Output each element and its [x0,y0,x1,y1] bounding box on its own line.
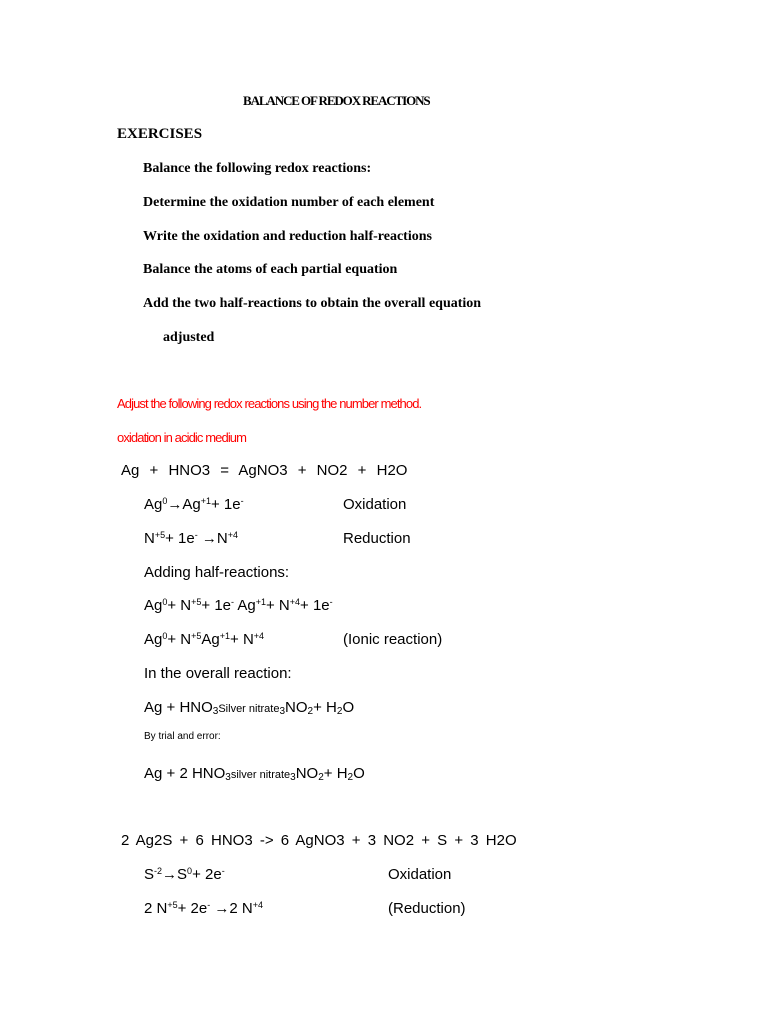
bullet-continuation: adjusted [163,330,215,345]
reaction2-reduction-half: 2 $N^{+5}+ 2e^- \to 2$ $N^{+4}$ [144,900,264,917]
bullet-item-1: Balance the following redox reactions: [143,161,372,176]
medium-red: oxidation in acidic medium [117,430,247,445]
trial-equation: Ag + 2 $HNO_3silver$ $nitrate_3NO_2+ H_2O$ [144,765,365,783]
bullet-item-2: Determine the oxidation number of each element [143,195,435,210]
exercises-heading: EXERCISES [117,126,203,142]
reaction2-oxidation-half: $S^{-2}\to S^0+ 2e^-$ [144,866,225,883]
bullet-item-5: Add the two half-reactions to obtain the overall equation [143,296,482,311]
ionic-reaction-label: (Ionic reaction) [343,631,443,648]
overall-reaction-label: In the overall reaction: [144,665,292,682]
reaction1-sum: $Ag^0+ N^{+5}+ 1e^-$ $Ag^{+1}+ N^{+4}+ 1e^-$ [144,597,333,614]
reaction2-reduction-label: (Reduction) [388,900,466,917]
reaction2-oxidation-label: Oxidation [388,866,452,883]
reaction1-oxidation-label: Oxidation [343,496,407,513]
reaction1-ionic: $Ag^0+ N^{+5}Ag^{+1}+ N^{+4}$ [144,631,265,648]
reaction1-oxidation-half: $Ag^0\to Ag^{+1}+ 1e^-$ [144,496,244,513]
page-title: BALANCE OF REDOX REACTIONS [243,93,430,108]
instruction-red: Adjust the following redox reactions using the number method. [117,396,422,411]
reaction1-equation: Ag + HNO3 = AgNO3 + NO2 + H2O [121,462,408,479]
bullet-item-3: Write the oxidation and reduction half-reactions [143,229,432,244]
overall-reaction-equation: $Ag + HNO_3Silver$ $nitrate_3NO_2+ H_2O$ [144,699,355,717]
adding-half-reactions-label: Adding half-reactions: [144,564,290,581]
reaction2-equation: 2 Ag2S + 6 HNO3 -> 6 AgNO3 + 3 NO2 + S + 3 H2O [121,832,517,849]
reaction1-reduction-label: Reduction [343,530,411,547]
reaction1-reduction-half: $N^{+5}+ 1e^- \to N^{+4}$ [144,530,238,547]
trial-and-error-label: By trial and error: [144,731,221,742]
bullet-item-4: Balance the atoms of each partial equation [143,262,398,277]
